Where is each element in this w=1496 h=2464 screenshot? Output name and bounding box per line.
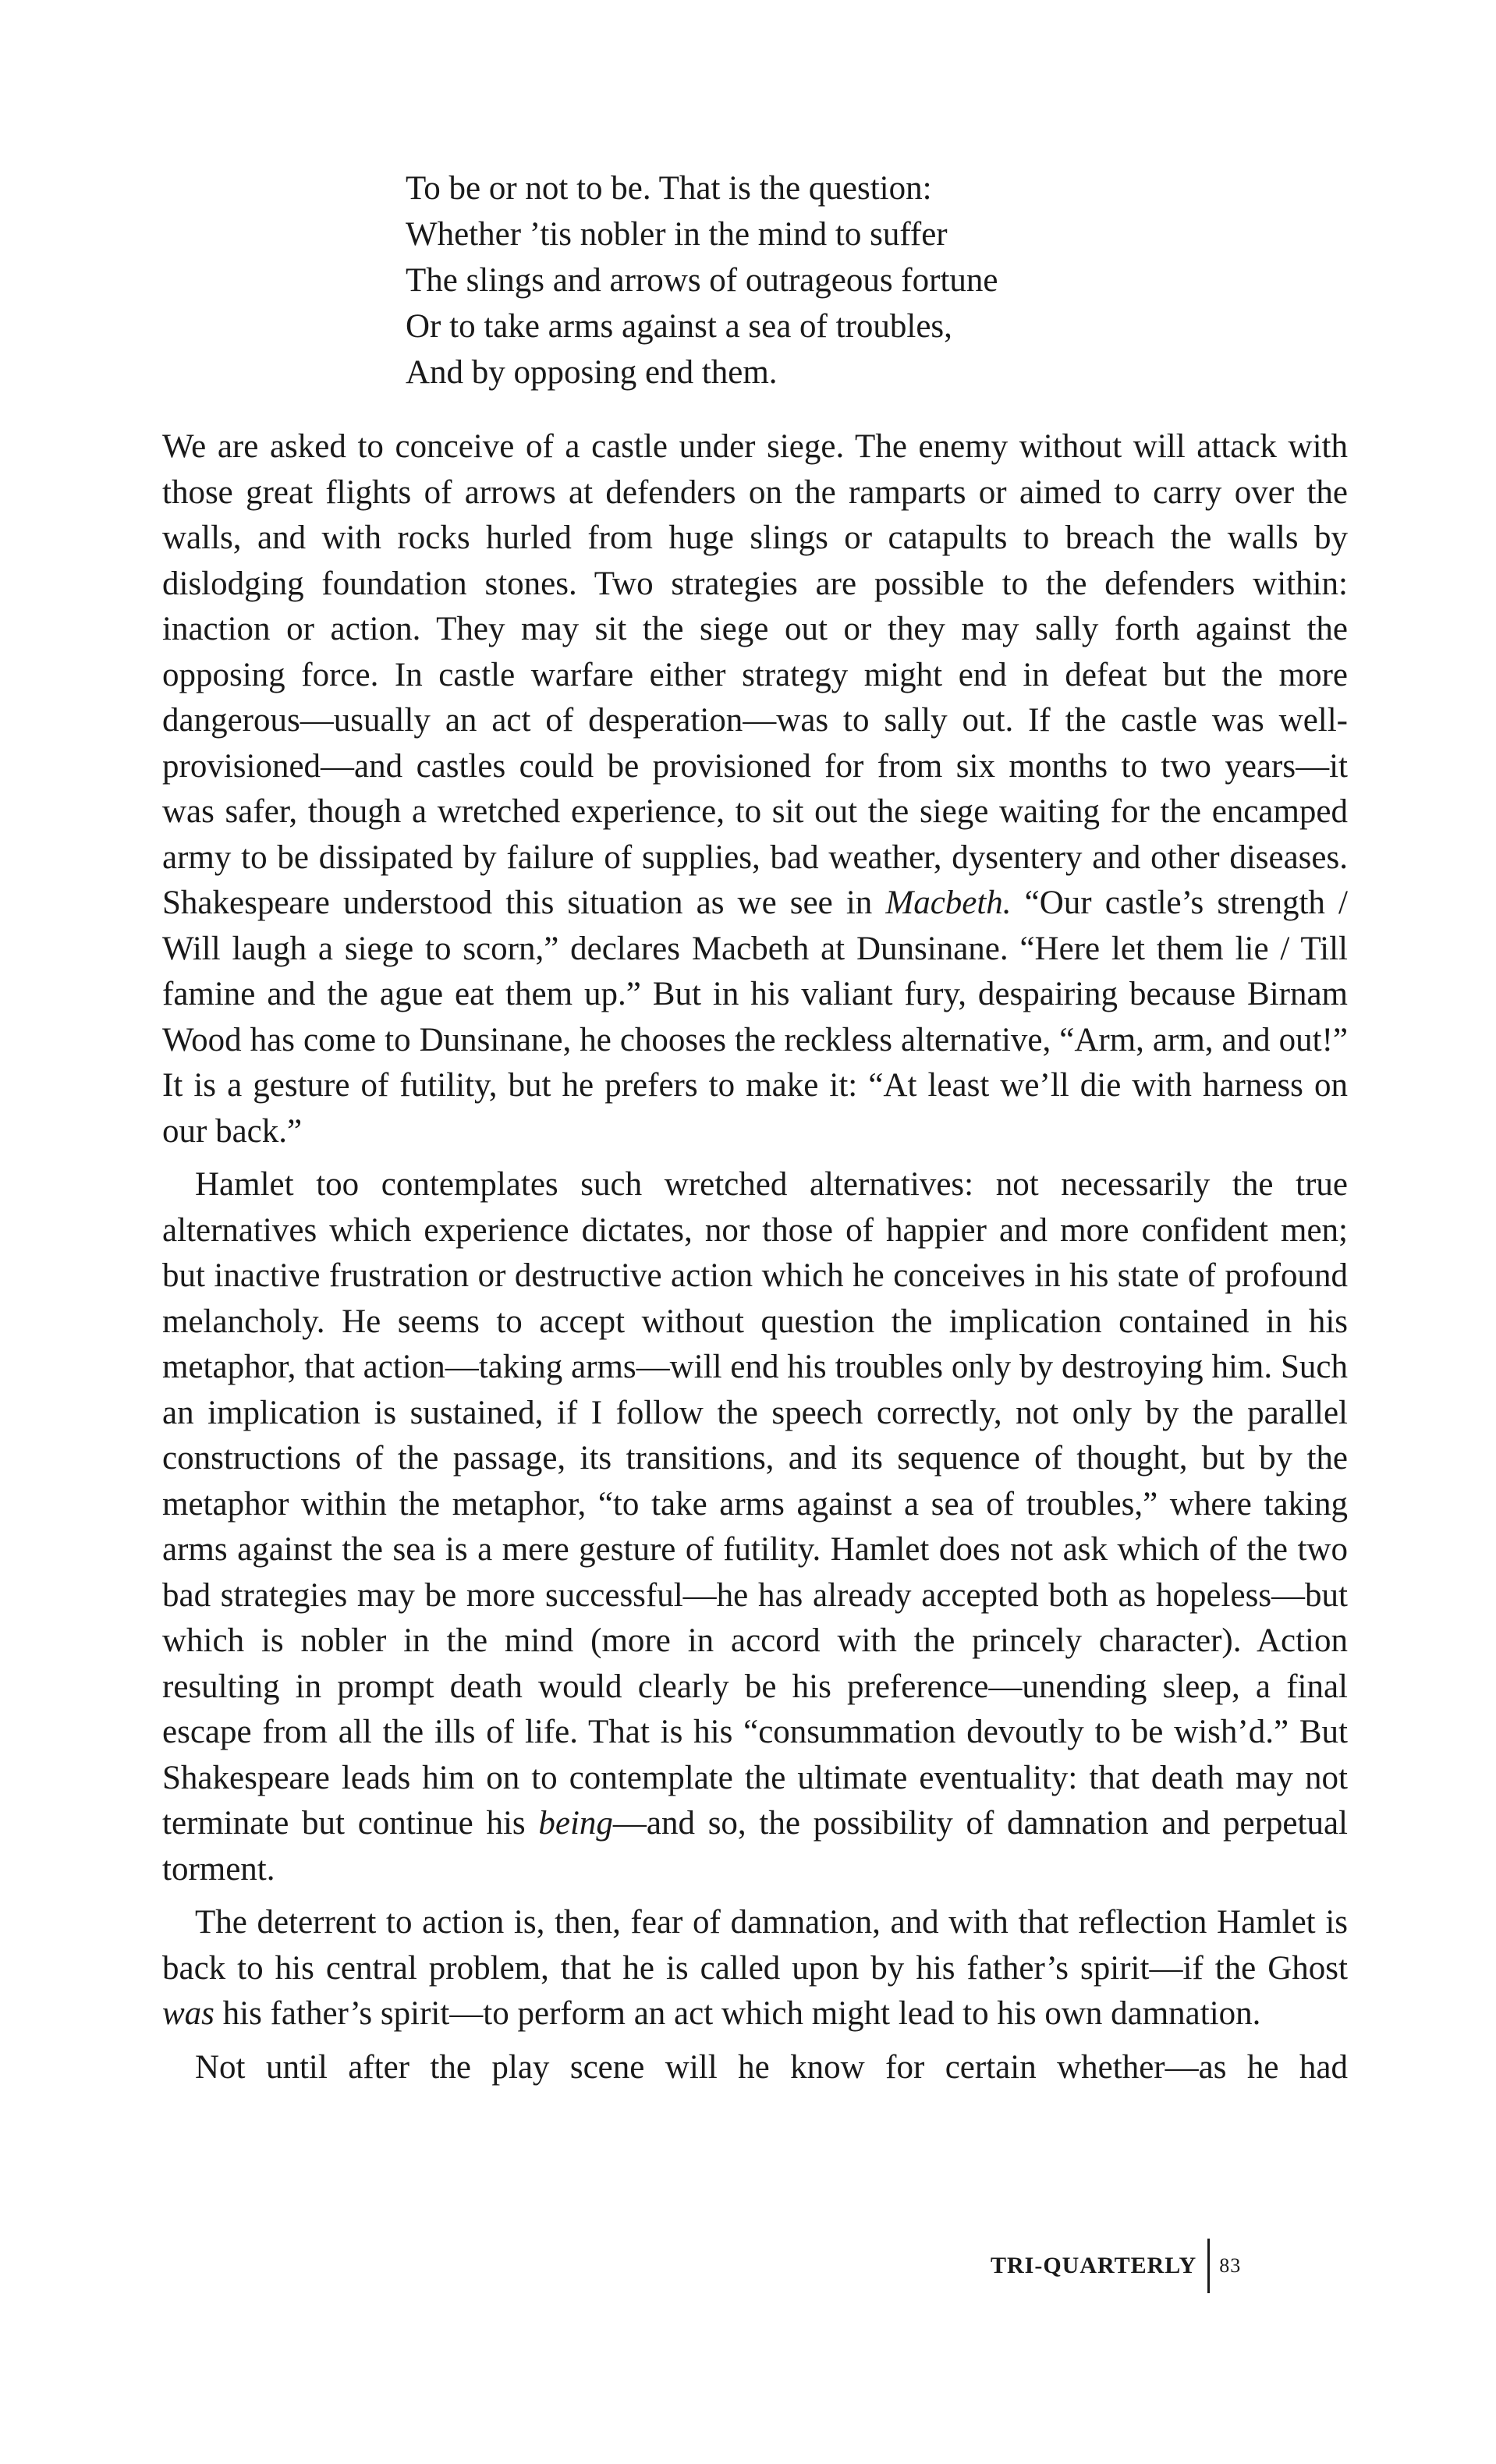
verse-line: And by opposing end them.	[406, 354, 778, 391]
paragraph-text: —and so, the possibility of damnation and perpetual torment.	[162, 1805, 1348, 1888]
body-text	[162, 424, 1348, 2090]
italic-emphasis: was	[162, 1995, 214, 2032]
verse-line: The slings and arrows of outrageous fortune	[406, 262, 998, 299]
paragraph-text: Not until after the play scene will he know for certain whether—as he had	[195, 2048, 1348, 2086]
paragraph-text: Hamlet too contemplates such wretched alternatives: not necessarily the true alternatives which experience dictates, nor those of happier and more confident men; but inactive frustration or destructive action which he conceives in his state of profound melancholy. He seems to accept without question the implication contained in his metaphor, that action—taking arms—will end his troubles only by destroying him. Such an implication is sustained, if I follow the speech correctly, not only by the parallel constructions of the passage, its transitions, and its sequence of thought, but by the metaphor within the metaphor, “to take arms against a sea of troubles,” where taking arms against the sea is a mere gesture of futility. Hamlet does not ask which of the two bad strategies may be more successful—he has already accepted both as hopeless—but which is nobler in the mind (more in accord with the princely character). Action resulting in prompt death would clearly be his preference—unending sleep, a final escape from all the ills of life. That is his “consummation devoutly to be wish’d.” But Shakespeare leads him on to contemplate the ultimate eventuality: that death may not terminate but continue his	[162, 1166, 1348, 1842]
paragraph-text: The deterrent to action is, then, fear of damnation, and with that reflection Hamlet is back to his central problem, that he is called upon by his father’s spirit—if the Ghost	[162, 1904, 1348, 1987]
paragraph-castle-siege	[162, 424, 1348, 1154]
italic-emphasis: being	[538, 1805, 613, 1842]
journal-name: TRI-QUARTERLY	[991, 2253, 1197, 2278]
page-footer	[991, 2239, 1241, 2293]
verse-line: Whether ’tis nobler in the mind to suffer	[406, 216, 948, 253]
page-number: 83	[1219, 2254, 1242, 2277]
paragraph-hamlet-alternatives	[162, 1162, 1348, 1892]
verse-line: To be or not to be. That is the question:	[406, 170, 932, 207]
italic-title: Macbeth.	[885, 885, 1012, 921]
verse-line: Or to take arms against a sea of troubles,	[406, 308, 952, 345]
paragraph-text: “Our castle’s strength / Will laugh a siege to scorn,” declares Macbeth at Dunsinane. “Here let them lie / Till famine and the ague eat them up.” But in his valiant fury, despairing because Birnam Wood has come to Dunsinane, he chooses the reckless alternative, “Arm, arm, and out!” It is a gesture of futility, but he prefers to make it: “At least we’ll die with harness on our back.”	[162, 885, 1348, 1150]
paragraph-deterrent	[162, 1900, 1348, 2037]
verse-quotation	[406, 165, 1342, 395]
paragraph-text: his father’s spirit—to perform an act which might lead to his own damnation.	[214, 1995, 1261, 2032]
paragraph-play-scene	[162, 2045, 1348, 2091]
paragraph-text: We are asked to conceive of a castle under siege. The enemy without will attack with those great flights of arrows at defenders on the ramparts or aimed to carry over the walls, and with rocks hurled from huge slings or catapults to breach the walls by dislodging foundation stones. Two strategies are possible to the defenders within: inaction or action. They may sit the siege out or they may sally forth against the opposing force. In castle warfare either strategy might end in defeat but the more dangerous—usually an act of desperation—was to sally out. If the castle was well-provisioned—and castles could be provisioned for from six months to two years—it was safer, though a wretched experience, to sit out the siege waiting for the encamped army to be dissipated by failure of supplies, bad weather, dysentery and other diseases. Shakespeare understood this situation as we see in	[162, 428, 1348, 921]
